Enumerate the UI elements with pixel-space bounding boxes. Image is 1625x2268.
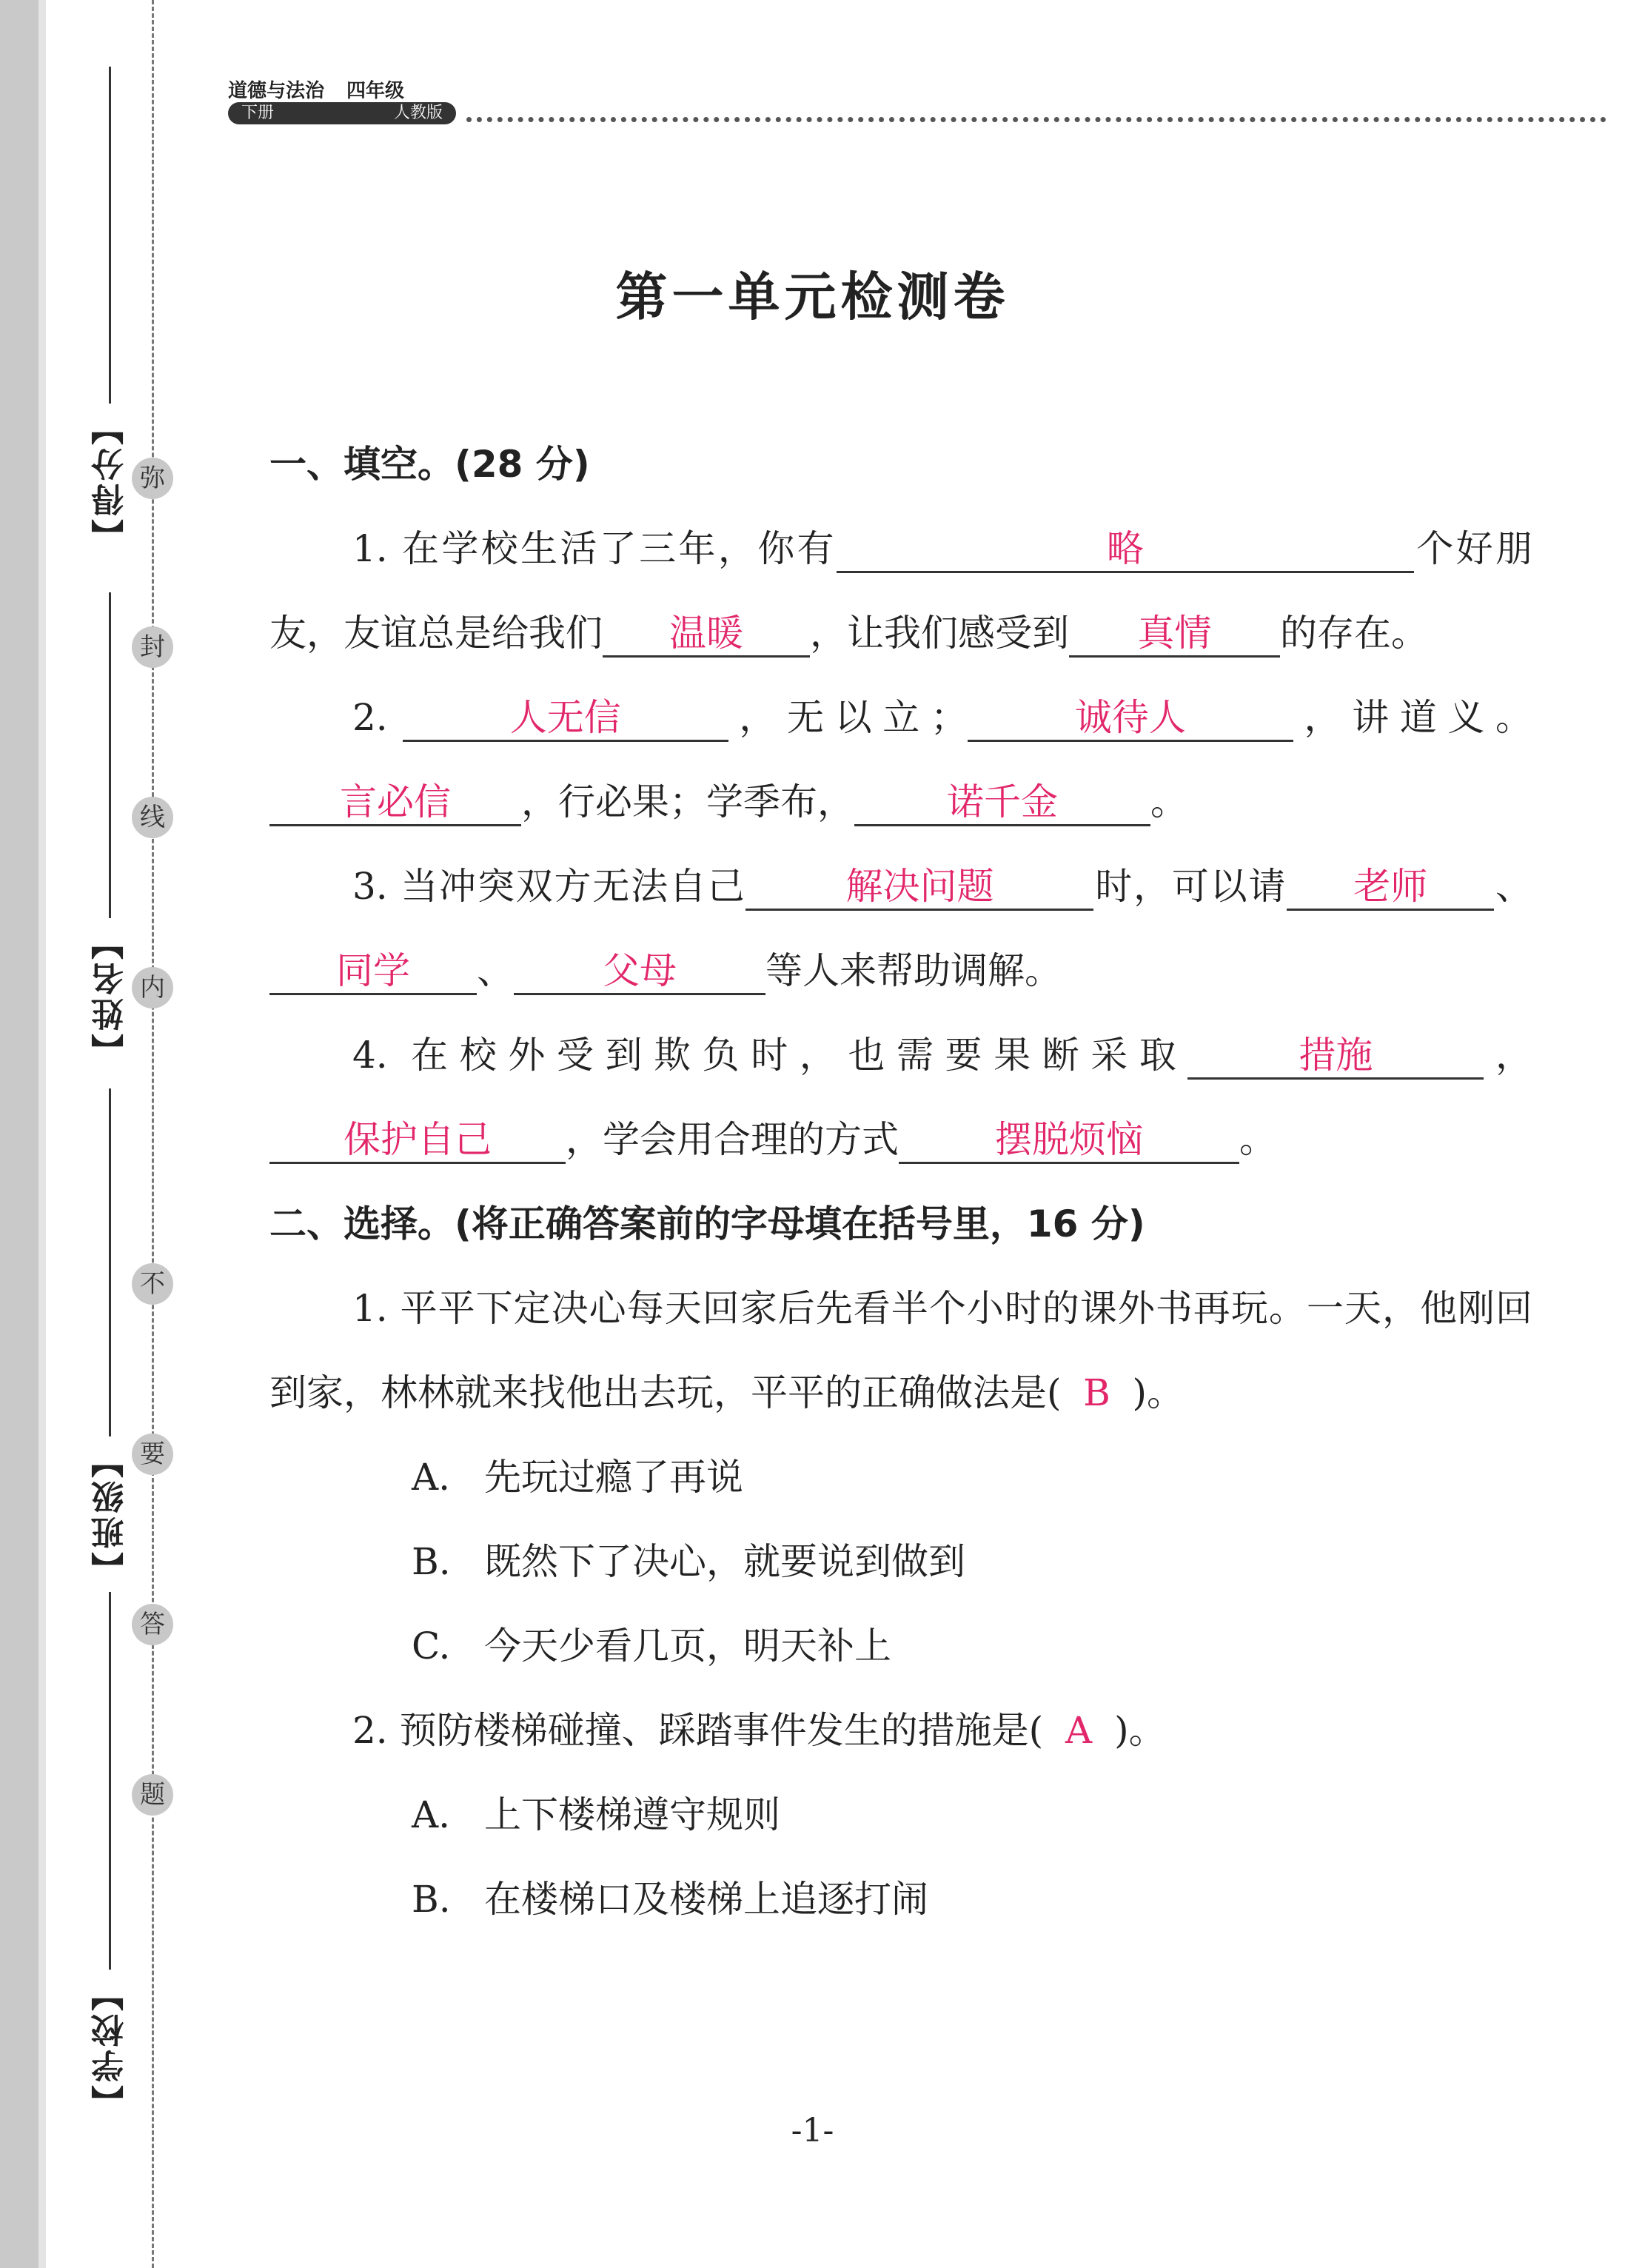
seal-char: 答 xyxy=(132,1604,173,1645)
answer-blank xyxy=(269,780,521,826)
answer-blank xyxy=(837,526,1414,573)
seal-char: 要 xyxy=(132,1434,173,1475)
scan-edge-light xyxy=(38,0,46,2268)
volume: 下册 xyxy=(241,104,275,122)
answer-text: 老师 xyxy=(1353,865,1428,908)
answer-text: 诺千金 xyxy=(947,780,1058,823)
option-letter: C. xyxy=(412,1625,451,1667)
choice-answer: B xyxy=(1083,1371,1110,1414)
school-field xyxy=(87,1592,132,2124)
answer-text: 言必信 xyxy=(340,780,451,823)
question-fill-3 xyxy=(269,844,1532,1013)
question-text: 。 xyxy=(1150,780,1187,823)
option-text: 在楼梯口及楼梯上追逐打闹 xyxy=(484,1878,928,1921)
header-bar xyxy=(228,102,456,124)
question-text: ，学会用合理的方式 xyxy=(566,1118,899,1161)
name-field xyxy=(87,592,132,1072)
section-heading-choice: 二、选择。(将正确答案前的字母填在括号里，16 分) xyxy=(269,1202,1145,1245)
school-rule xyxy=(109,1592,111,1970)
seal-char: 封 xyxy=(132,626,173,668)
answer-blank xyxy=(1287,864,1494,911)
question-stem: 2. 预防楼梯碰撞、踩踏事件发生的措施是( xyxy=(352,1709,1044,1752)
question-fill-1 xyxy=(269,506,1532,675)
question-stem: 1. 平平下定决心每天回家后先看半个小时的课外书再玩。一天，他刚回到家，林林就来找他出去玩，平平的正确做法是( xyxy=(269,1287,1532,1414)
score-rule xyxy=(109,67,111,404)
answer-blank xyxy=(403,695,728,742)
answer-text: 摆脱烦恼 xyxy=(995,1118,1143,1161)
option-c xyxy=(269,1604,1532,1688)
option-letter: A. xyxy=(412,1793,451,1836)
section-heading-fill-in: 一、填空。(28 分) xyxy=(269,443,590,486)
option-text: 先玩过瘾了再说 xyxy=(484,1456,743,1499)
answer-text: 诚待人 xyxy=(1074,696,1186,739)
option-letter: A. xyxy=(412,1456,451,1499)
question-text: 等人来帮助调解。 xyxy=(765,949,1062,992)
grade: 四年级 xyxy=(346,80,405,102)
page-number: -1- xyxy=(791,2112,834,2150)
answer-blank xyxy=(603,611,810,658)
seal-char: 题 xyxy=(132,1774,173,1816)
answer-blank xyxy=(269,1117,566,1164)
seal-char: 不 xyxy=(132,1263,173,1305)
option-letter: B. xyxy=(412,1540,451,1583)
seal-char: 内 xyxy=(132,967,173,1008)
question-choice-1 xyxy=(269,1266,1532,1435)
question-text: 4. 在校外受到欺负时，也需要果断采取 xyxy=(352,1034,1188,1077)
question-text: 、 xyxy=(477,949,514,992)
question-text: 个好朋友，友谊总是给我们 xyxy=(269,527,1532,655)
option-b xyxy=(269,1519,1532,1604)
subject: 道德与法治 xyxy=(228,80,325,102)
question-text: ，无以立； xyxy=(728,696,968,739)
answer-blank xyxy=(1069,611,1280,658)
option-letter: B. xyxy=(412,1878,451,1921)
question-text: 的存在。 xyxy=(1280,612,1428,655)
question-fill-4 xyxy=(269,1013,1532,1182)
answer-blank xyxy=(269,949,477,995)
answer-blank xyxy=(514,949,765,995)
choice-answer: A xyxy=(1065,1709,1093,1752)
question-text: ，讲道义。 xyxy=(1293,696,1532,739)
question-text: 。 xyxy=(1239,1118,1276,1161)
answer-blank xyxy=(899,1117,1239,1164)
answer-blank xyxy=(968,695,1293,742)
answer-text: 父母 xyxy=(603,949,677,992)
score-label: 【得分】 xyxy=(92,409,130,552)
class-rule xyxy=(109,1088,111,1436)
option-text: 上下楼梯遵守规则 xyxy=(484,1793,780,1836)
question-text: 1. 在学校生活了三年，你有 xyxy=(352,527,837,570)
question-close: )。 xyxy=(1114,1709,1166,1752)
seal-char: 弥 xyxy=(132,458,173,499)
school-label: 【学校】 xyxy=(92,1976,130,2118)
class-label: 【班级】 xyxy=(92,1442,130,1585)
seal-char: 线 xyxy=(132,797,173,838)
book-header xyxy=(228,76,426,103)
answer-blank xyxy=(1187,1033,1484,1080)
seal-cut-line xyxy=(152,0,154,2268)
class-field xyxy=(87,1088,132,1590)
page-title: 第一单元检测卷 xyxy=(615,267,1010,327)
scan-edge xyxy=(0,0,38,2268)
exam-content xyxy=(269,422,1532,1941)
answer-text: 措施 xyxy=(1299,1034,1373,1077)
question-text: 3. 当冲突双方无法自己 xyxy=(352,865,746,908)
question-close: )。 xyxy=(1132,1371,1185,1414)
edition: 人教版 xyxy=(393,104,443,122)
answer-text: 略 xyxy=(1106,527,1144,570)
answer-text: 温暖 xyxy=(669,612,743,655)
option-text: 既然下了决心，就要说到做到 xyxy=(484,1540,965,1583)
question-fill-2 xyxy=(269,675,1532,844)
header-dotted-rule xyxy=(466,117,1606,122)
answer-text: 同学 xyxy=(336,949,410,992)
option-a xyxy=(269,1773,1532,1857)
question-text: ，行必果；学季布， xyxy=(521,780,854,823)
question-text: 、 xyxy=(1494,865,1533,908)
answer-blank xyxy=(854,780,1150,826)
option-a xyxy=(269,1435,1532,1519)
option-text: 今天少看几页，明天补上 xyxy=(484,1625,891,1667)
answer-text: 真情 xyxy=(1137,612,1212,655)
question-text: ，让我们感受到 xyxy=(810,612,1069,655)
question-text: 2. xyxy=(352,696,388,739)
answer-text: 解决问题 xyxy=(845,865,994,908)
answer-blank xyxy=(746,864,1093,911)
option-b xyxy=(269,1857,1532,1941)
answer-text: 人无信 xyxy=(509,696,621,739)
question-text: ， xyxy=(1484,1034,1532,1077)
name-rule xyxy=(109,592,111,918)
question-text: 时，可以请 xyxy=(1093,865,1287,908)
answer-text: 保护自己 xyxy=(344,1118,492,1161)
question-choice-2 xyxy=(269,1688,1532,1773)
name-label: 【姓名】 xyxy=(92,924,130,1066)
